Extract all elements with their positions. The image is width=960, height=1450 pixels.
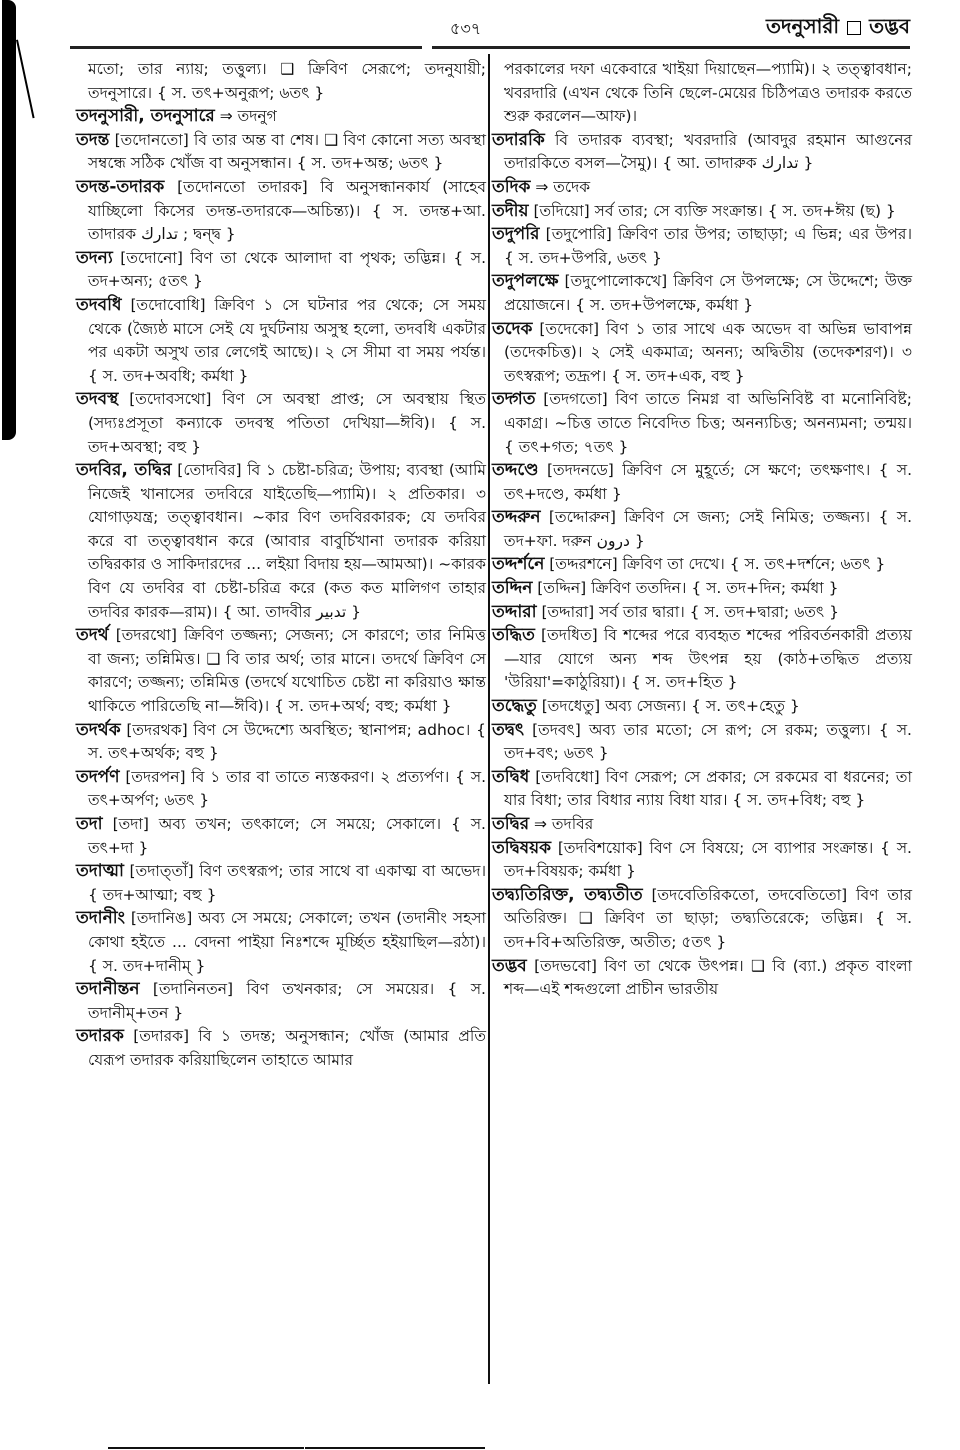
guide-word-first: তদনুসারী bbox=[765, 14, 840, 38]
entry-continuation: পরকালের দফা একেবারে খাইয়া দিয়াছেন—প্যামি)। ২ তত্ত্বাবধান; খবরদারি (এখন থেকে তিনি ছেলে-মেয়ের চিঠিপত্রও তদারক করতে শুরু করলেন—আফ)। bbox=[504, 60, 912, 126]
definition: [তদ্দারা] সর্ব তার দ্বারা। { স. তদ+দ্বারা; ৬তৎ } bbox=[536, 602, 839, 621]
dictionary-entry bbox=[492, 766, 912, 813]
dictionary-entry bbox=[492, 223, 912, 270]
headword: তদনুসারী, তদনুসারে bbox=[76, 106, 215, 127]
definition: [তদভবো] বিণ তা থেকে উৎপন্ন। ❑ বি (ব্যা.) প্রকৃত বাংলা শব্দ—এই শব্দগুলো প্রাচীন ভারতীয় bbox=[504, 956, 912, 999]
headword: তদর্থ bbox=[76, 625, 109, 646]
definition: [তদধিত] বি শব্দের পরে ব্যবহৃত শব্দের পরিবর্তনকারী প্রত্যয়—যার যোগে অন্য শব্দ উৎপন্ন হয় (কাঠ+তদ্ধিত প্রত্যয় 'উরিয়া'=কাঠুরিয়া)। { স. তদ+হিত } bbox=[504, 626, 912, 692]
definition: [তদানিনতন] বিণ তখনকার; সে সময়ের। { স. তদানীম্+তন } bbox=[88, 980, 486, 1022]
dictionary-entry bbox=[492, 459, 912, 506]
dictionary-entry bbox=[492, 200, 912, 224]
definition: [তদ্দোরুন] ক্রিবিণ সে জন্য; সেই নিমিত্ত; তজ্জন্য। { স. তদ+ফা. দরুন درون } bbox=[504, 508, 912, 550]
headword: তদবস্থ bbox=[76, 389, 119, 410]
definition: [তোদবির] বি ১ চেষ্টা-চরিত্র; উপায়; ব্যবস্থা (আমি নিজেই খানাসের তদবিরে যাইতেছি—প্যামি)। ২ প্রতিকার। ৩ যোগাড়যন্ত্র; তত্ত্বাবধান। ~কার বিণ তদবিরকারক; যে তদবির করে বা তত্ত্বাবধান করে (আবার বাবুর্চিখানা তদারক করিয়া তদ্বিরকার ও সাকিদারদের ... লইয়া বিদায় হয়—আমআ)। ~কারক বিণ যে তদবির বা চেষ্টা-চরিত্র করে (কত কত মালিগণ তাহার তদবির কারক—রাম)। { আ. তাদবীর تدبير } bbox=[88, 461, 486, 621]
headword: তদা bbox=[76, 814, 103, 834]
dictionary-entry bbox=[76, 294, 486, 388]
headword: তদারক bbox=[76, 1026, 124, 1047]
dictionary-entry bbox=[76, 459, 486, 624]
headword: তদ্ভব bbox=[492, 955, 527, 976]
headword: তদেক bbox=[492, 318, 533, 339]
headword: তদীয় bbox=[492, 200, 529, 221]
headword: তদ্দারা bbox=[492, 601, 537, 622]
definition: [তদ্দরশনে] ক্রিবিণ তা দেখে। { স. তৎ+দর্শনে; ৬তৎ } bbox=[544, 555, 886, 574]
dictionary-entry bbox=[76, 624, 486, 718]
headword: তদুপলক্ষে bbox=[492, 271, 559, 292]
headword: তদ্দরুন bbox=[492, 507, 541, 528]
page-binding-shadow bbox=[2, 0, 16, 440]
box-separator-icon bbox=[847, 21, 861, 35]
definition: [তদোনো] বিণ তা থেকে আলাদা বা পৃথক; তদ্ভিন্ন। { স. তদ+অন্য; ৫তৎ } bbox=[88, 248, 486, 291]
headword: তদ্দর্শনে bbox=[492, 554, 545, 575]
entry-continuation: মতো; তার ন্যায়; তত্তুল্য। ❑ ক্রিবিণ সেরূপে; তদনুযায়ী; তদনুসারে। { স. তৎ+অনুরূপ; ৬তৎ } bbox=[88, 60, 486, 102]
headword: তদন্ত-তদারক bbox=[76, 176, 165, 197]
dictionary-entry bbox=[492, 695, 912, 719]
definition: [তদোনতো] বি তার অন্ত বা শেষ। ❑ বিণ কোনো সত্য অবস্থা সম্বন্ধে সঠিক খোঁজ বা অনুসন্ধান। { স. তদ+অন্ত; ৬তৎ } bbox=[88, 130, 486, 173]
headword: তদানীং bbox=[76, 908, 125, 929]
page-binding-crease bbox=[16, 40, 35, 119]
headword: তদিক bbox=[492, 176, 531, 197]
headword: তদ্বিধ bbox=[492, 766, 530, 787]
definition: বি তদারক ব্যবস্থা; খবরদারি (আবদুর রহমান আগুনের তদারকিতে বসল—সৈমু)। { আ. তাদারুক تدارك } bbox=[504, 130, 912, 173]
page-header bbox=[70, 12, 910, 42]
dictionary-entry bbox=[492, 955, 912, 1002]
header-rule-right bbox=[432, 46, 910, 49]
headword: তদ্বৎ bbox=[492, 719, 524, 740]
headword: তদ্গত bbox=[492, 389, 536, 410]
headword: তদর্পণ bbox=[76, 766, 120, 787]
dictionary-entry bbox=[492, 837, 912, 884]
headword: তদ্ধিত bbox=[492, 625, 535, 646]
definition: [তদারক] বি ১ তদন্ত; অনুসন্ধান; খোঁজ (আমার প্রতি যেরূপ তদারক করিয়াছিলেন তাহাতে আমার bbox=[88, 1027, 486, 1069]
definition: [তদরথক] বিণ সে উদ্দেশ্যে অবস্থিত; স্থানাপন্ন; adhoc। { স. তৎ+অর্থক; বহু } bbox=[88, 720, 486, 763]
definition: [তদিয়ো] সর্ব তার; সে ব্যক্তি সংক্রান্ত। { স. তদ+ঈয় (ছ) } bbox=[528, 201, 896, 220]
dictionary-entry bbox=[492, 624, 912, 695]
headword: তদাত্মা bbox=[76, 861, 124, 882]
dictionary-entry bbox=[492, 577, 912, 601]
definition: [তদ্দিন] ক্রিবিণ ততদিন। { স. তদ+দিন; কর্মধা } bbox=[532, 579, 839, 598]
column-divider bbox=[488, 54, 490, 1384]
left-column bbox=[76, 58, 486, 1073]
definition: [তদোনতো তদারক] বি অনুসন্ধানকার্য (সাহেব যাচ্ছিলো কিসের তদন্ত-তদারকে—অচিন্ত্য)। { স. তদন্ত+আ. তাদারক تدارك ; দ্বন্দ্ব } bbox=[88, 177, 486, 244]
headword: তদ্ব্যতিরিক্ত, তদ্ব্যতীত bbox=[492, 884, 643, 905]
definition: [তদবিশয়োক] বিণ সে বিষয়ে; সে ব্যাপার সংক্রান্ত। { স. তদ+বিষয়ক; কর্মধা } bbox=[504, 838, 912, 881]
definition: [তদরপন] বি ১ তার বা তাতে ন্যস্তকরণ। ২ প্রত্যর্পণ। { স. তৎ+অর্পণ; ৬তৎ } bbox=[88, 767, 486, 810]
headword: তদন্ত bbox=[76, 129, 110, 150]
footer-rule bbox=[108, 1447, 304, 1449]
definition: [তদাত্‌তাঁ] বিণ তৎস্বরূপ; তার সাথে বা একাত্ম বা অভেদ। { তদ+আত্মা; বহু } bbox=[88, 862, 486, 904]
dictionary-entry bbox=[76, 129, 486, 176]
definition: [তদোবসথো] বিণ সে অবস্থা প্রাপ্ত; সে অবস্থায় স্থিত (সদ্যঃপ্রসূতা কন্যাকে তদবস্থ পতিতা দেখিয়া—ঈবি)। { স. তদ+অবস্থা; বহু } bbox=[88, 390, 486, 456]
headword: তদন্য bbox=[76, 247, 113, 268]
dictionary-entry bbox=[492, 719, 912, 766]
definition: [তদুপোলোকখে] ক্রিবিণ সে উপলক্ষে; সে উদ্দেশে; উক্ত প্রয়োজনে। { স. তদ+উপলক্ষে, কর্মধা } bbox=[504, 272, 912, 314]
dictionary-entry bbox=[76, 105, 486, 129]
headword: তদ্দিন bbox=[492, 578, 533, 599]
definition: [তদেকো] বিণ ১ তার সাথে এক অভেদ বা অভিন্ন ভাবাপন্ন (তদেকচিত্ত)। ২ সেই একমাত্র; অনন্য; অদ্বিতীয় (তদেকশরণ)। ৩ তৎস্বরূপ; তদ্রূপ। { স. তদ+এক, বহু } bbox=[504, 319, 912, 385]
headword: তদবির, তদ্বির bbox=[76, 460, 172, 481]
definition: [তদা] অব্য তখন; তৎকালে; সে সময়ে; সেকালে। { স. তৎ+দা } bbox=[88, 815, 486, 857]
definition: [তদগতো] বিণ তাতে নিমগ্ন বা অভিনিবিষ্ট বা মনোনিবিষ্ট; একাগ্র। ~চিত্ত তাতে নিবেদিত চিত্ত; অনন্যচিত্ত; অনন্যমনা; তন্ময়। { তৎ+গত; ৭তৎ } bbox=[504, 390, 912, 456]
dictionary-entry bbox=[76, 978, 486, 1025]
dictionary-entry bbox=[492, 176, 912, 200]
dictionary-entry bbox=[76, 1025, 486, 1072]
definition: [তদদনডে] ক্রিবিণ সে মুহূর্তে; সে ক্ষণে; তৎক্ষণাৎ। { স. তৎ+দণ্ডে, কর্মধা } bbox=[504, 461, 912, 503]
headword: তদারকি bbox=[492, 129, 545, 150]
definition: [তদোবোধি] ক্রিবিণ ১ সে ঘটনার পর থেকে; সে সময় থেকে (জ্যৈষ্ঠ মাসে সেই যে দুর্ঘটনায় অসুস্থ হলো, তদবধি একটার পর একটা অসুখ তার লেগেই আছে)। ২ সে সীমা বা সময় পর্যন্ত। { স. তদ+অবধি; কর্মধা } bbox=[88, 295, 486, 385]
definition: ⇒ তদনুগ bbox=[214, 107, 277, 126]
definition: [তদধেতু] অব্য সেজন্য। { স. তৎ+হেতু } bbox=[536, 697, 800, 716]
headword: তদ্ধেতু bbox=[492, 696, 537, 717]
header-rule-left bbox=[70, 46, 422, 49]
guide-words bbox=[766, 12, 910, 45]
right-column bbox=[492, 58, 912, 1002]
definition: [তদবিধো] বিণ সেরূপ; সে প্রকার; সে রকমের বা ধরনের; তা যার বিধা; তার বিধার ন্যায় বিধা যার। { স. তদ+বিধ; বহু } bbox=[504, 767, 912, 810]
dictionary-entry bbox=[76, 719, 486, 766]
dictionary-entry bbox=[76, 176, 486, 247]
headword: তদানীন্তন bbox=[76, 979, 140, 1000]
page-number: ৫৩৭ bbox=[450, 19, 482, 38]
definition: ⇒ তদেক bbox=[530, 177, 591, 196]
headword: তদবধি bbox=[76, 294, 122, 315]
definition: [তদরথো] ক্রিবিণ তজ্জন্য; সেজন্য; সে কারণে; তার নিমিত্ত বা জন্য; তন্নিমিত্ত। ❑ বি তার অর্থ; তার মানে। তদর্থে ক্রিবিণ সে কারণে; তজ্জন্য; তন্নিমিত্ত (তদর্থে যথোচিত চেষ্টা না করিয়াও ক্ষান্ত থাকিতে পারিতেছি না—ঈবি)। { স. তদ+অর্থ; বহু; কর্মধা } bbox=[88, 626, 486, 716]
definition: [তদানিঙ] অব্য সে সময়ে; সেকালে; তখন (তদানীং সহসা কোথা হইতে ... বেদনা পাইয়া নিঃশব্দে মূর্চ্ছিত হইয়াছিল—রঠা)। { স. তদ+দানীম্ } bbox=[88, 909, 486, 975]
dictionary-entry bbox=[492, 506, 912, 553]
dictionary-entry bbox=[76, 766, 486, 813]
dictionary-entry bbox=[492, 601, 912, 625]
headword: তদ্বিষয়ক bbox=[492, 837, 552, 858]
dictionary-entry bbox=[492, 553, 912, 577]
dictionary-entry bbox=[492, 270, 912, 317]
definition: ⇒ তদবির bbox=[529, 815, 594, 833]
dictionary-entry bbox=[492, 388, 912, 459]
footer-rule bbox=[305, 1447, 485, 1449]
dictionary-entry bbox=[492, 318, 912, 389]
headword: তদর্থক bbox=[76, 719, 121, 740]
definition: [তদবেতিরিকতো, তদবেতিতো] বিণ তার অতিরিক্ত। ❑ ক্রিবিণ তা ছাড়া; তদ্ব্যতিরেকে; তদ্ভিন্ন। { স. তদ+বি+অতিরিক্ত, অতীত; ৫তৎ } bbox=[504, 885, 912, 951]
dictionary-entry bbox=[492, 884, 912, 955]
headword: তদ্দণ্ডে bbox=[492, 460, 539, 481]
definition: [তদুপোরি] ক্রিবিণ তার উপর; তাছাড়া; এ ভিন্ন; এর উপর। { স. তদ+উপরি, ৬তৎ } bbox=[504, 225, 912, 267]
dictionary-entry bbox=[76, 860, 486, 907]
dictionary-entry bbox=[492, 813, 912, 837]
definition: [তদবৎ] অব্য তার মতো; সে রূপ; সে রকম; তত্তুল্য। { স. তদ+বৎ; ৬তৎ } bbox=[504, 720, 912, 763]
headword: তদুপরি bbox=[492, 224, 540, 245]
dictionary-entry bbox=[76, 907, 486, 978]
headword: তদ্বির bbox=[492, 814, 530, 834]
dictionary-entry bbox=[76, 813, 486, 860]
dictionary-entry bbox=[76, 247, 486, 294]
dictionary-entry bbox=[76, 388, 486, 459]
guide-word-last: তদ্ভব bbox=[869, 14, 910, 38]
dictionary-entry bbox=[492, 129, 912, 176]
